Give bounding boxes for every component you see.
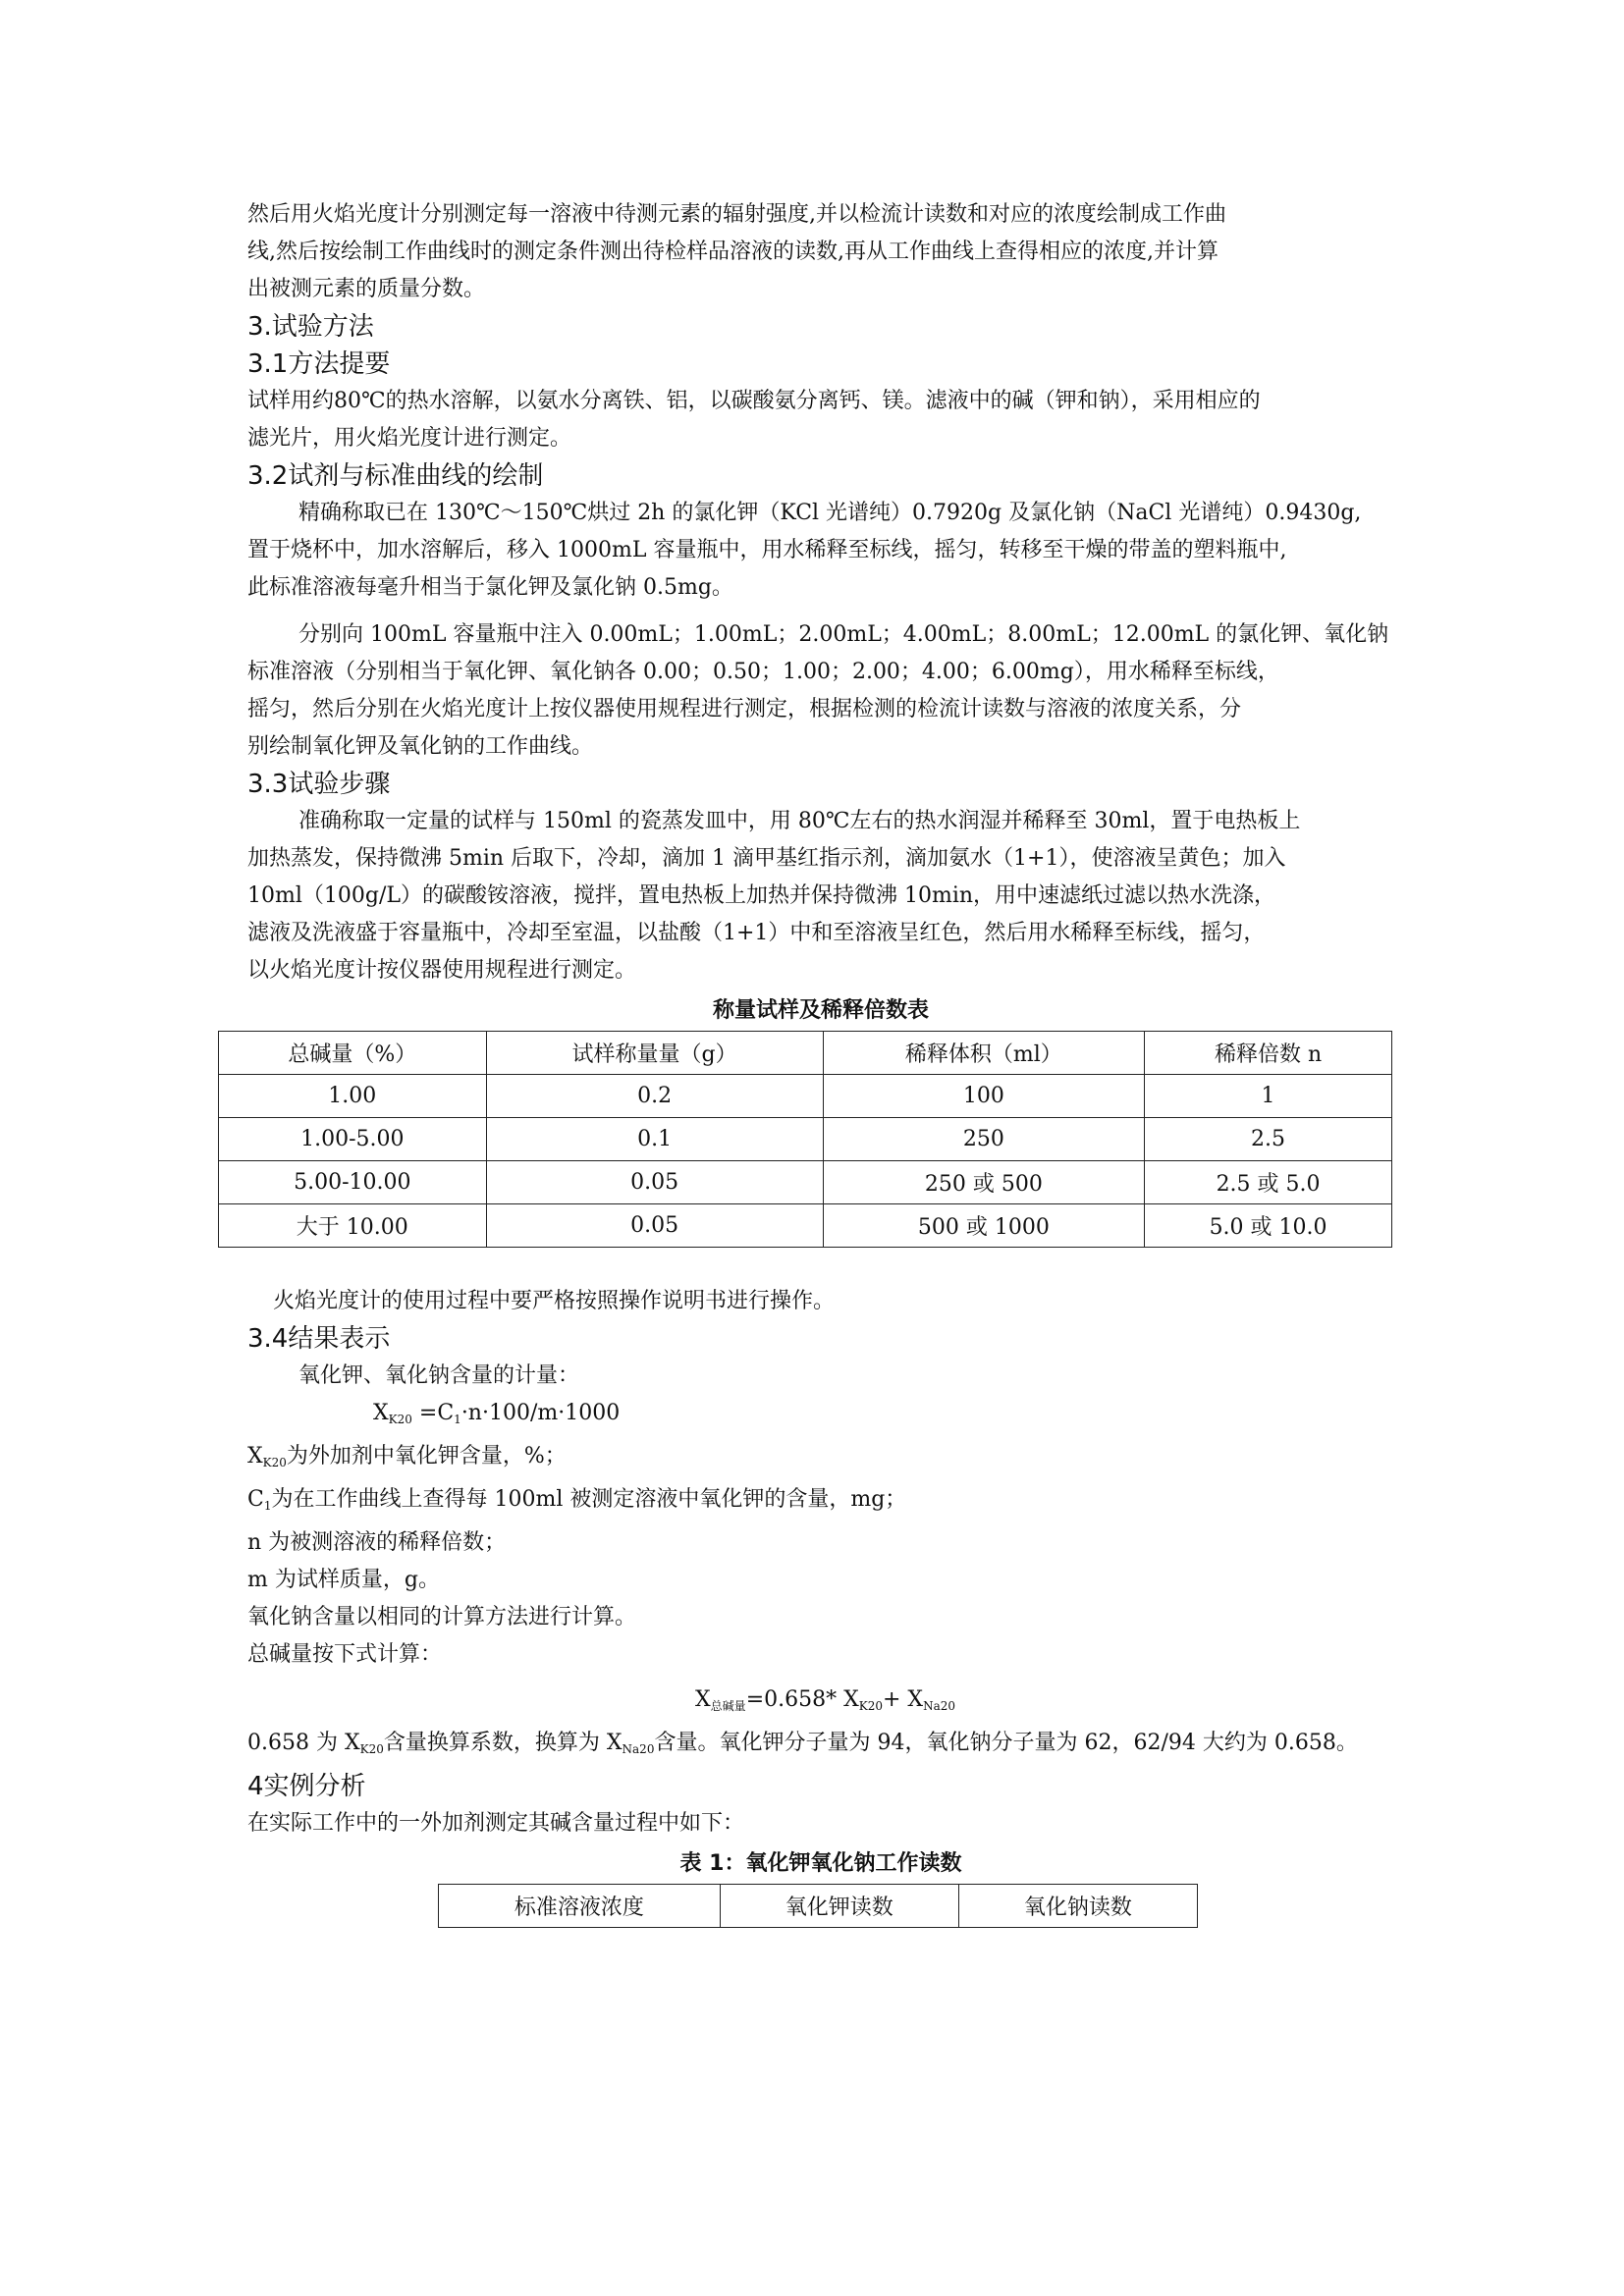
table-header-row <box>439 1885 1198 1928</box>
table-cell: 2.5 <box>1145 1118 1392 1161</box>
table-header-cell: 稀释倍数 n <box>1145 1032 1392 1075</box>
section-3-1-line-1: 试样用约80℃的热水溶解，以氨水分离铁、铝，以碳酸氨分离钙、镁。滤液中的碱（钾和钠），采用相应的 <box>247 389 1261 413</box>
table-header-cell: 氧化钠读数 <box>958 1885 1197 1928</box>
definition-c1: $C_1$为在工作曲线上查得每 100ml 被测定溶液中氧化钾的含量，mg； <box>247 1487 907 1513</box>
heading-3-3: 3.3试验步骤 <box>247 770 391 799</box>
definition-n: n 为被测溶液的稀释倍数； <box>247 1530 507 1555</box>
table-cell: 250 或 500 <box>823 1161 1145 1204</box>
table-cell: 1.00 <box>219 1075 487 1118</box>
heading-3-2: 3.2试剂与标准曲线的绘制 <box>247 461 544 491</box>
definition-x: $X_{K20}$为外加剂中氧化钾含量，%； <box>247 1444 567 1469</box>
section-3-2-a-line-2: 置于烧杯中，加水溶解后，移入 1000mL 容量瓶中，用水稀释至标线，摇匀，转移至干燥的带盖的塑料瓶中, <box>247 538 1287 562</box>
operation-note: 火焰光度计的使用过程中要严格按照操作说明书进行操作。 <box>273 1289 836 1313</box>
heading-3: 3.试验方法 <box>247 312 374 342</box>
table-header-cell: 标准溶液浓度 <box>439 1885 721 1928</box>
table-row <box>219 1075 1392 1118</box>
section-3-3-line-2: 加热蒸发，保持微沸 5min 后取下，冷却，滴加 1 滴甲基红指示剂，滴加氨水（1+1），使溶液呈黄色；加入 <box>247 846 1286 871</box>
heading-3-4: 3.4结果表示 <box>247 1324 391 1354</box>
section-3-2-b-line-2: 标准溶液（分别相当于氧化钾、氧化钠各 0.00；0.50；1.00；2.00；4.00；6.00mg），用水稀释至标线， <box>247 660 1279 684</box>
conversion-factor-line: 0.658 为 $X_{K20}$含量换算系数，换算为 $X_{Na20}$含量。氧化钾分子量为 94，氧化钠分子量为 62，62/94 大约为 0.658。 <box>247 1731 1358 1756</box>
section-3-1-line-2: 滤光片，用火焰光度计进行测定。 <box>247 426 572 451</box>
table-cell: 0.05 <box>486 1161 823 1204</box>
section-3-2-b-line-1: 分别向 100mL 容量瓶中注入 0.00mL；1.00mL；2.00mL；4.00mL；8.00mL；12.00mL 的氯化钾、氧化钠 <box>298 622 1389 647</box>
section-3-2-b-line-3: 摇匀，然后分别在火焰光度计上按仪器使用规程进行测定，根据检测的检流计读数与溶液的浓度关系，分 <box>247 697 1242 721</box>
section-3-3-line-5: 以火焰光度计按仪器使用规程进行测定。 <box>247 958 637 983</box>
formula-total-alkali: $X_{总碱量}=0.658*$ $X_{K20}+ X_{Na20}$ <box>695 1687 956 1713</box>
section-3-2-a-line-1: 精确称取已在 130℃～150℃烘过 2h 的氯化钾（KCl 光谱纯）0.7920g 及氯化钠（NaCl 光谱纯）0.9430g, <box>298 501 1362 525</box>
table-header-row <box>219 1032 1392 1075</box>
table-header-cell: 氧化钾读数 <box>720 1885 958 1928</box>
dilution-table <box>218 1031 1392 1248</box>
table-row <box>219 1118 1392 1161</box>
table-cell: 0.05 <box>486 1204 823 1248</box>
table-header-cell: 总碱量（%） <box>219 1032 487 1075</box>
readings-table <box>438 1884 1198 1928</box>
section-4-line: 在实际工作中的一外加剂测定其碱含量过程中如下： <box>247 1811 745 1836</box>
section-3-2-b-line-4: 别绘制氧化钾及氧化钠的工作曲线。 <box>247 734 594 759</box>
definition-na2o: 氧化钠含量以相同的计算方法进行计算。 <box>247 1605 637 1629</box>
section-3-2-a-line-3: 此标准溶液每毫升相当于氯化钾及氯化钠 0.5mg。 <box>247 575 733 600</box>
table-1-caption: 称量试样及稀释倍数表 <box>712 998 929 1023</box>
section-3-3-line-1: 准确称取一定量的试样与 150ml 的瓷蒸发皿中，用 80℃左右的热水润湿并稀释至 30ml，置于电热板上 <box>298 809 1301 833</box>
intro-line-1: 然后用火焰光度计分别测定每一溶液中待测元素的辐射强度,并以检流计读数和对应的浓度绘制成工作曲 <box>247 202 1226 227</box>
section-3-3-line-3: 10ml（100g/L）的碳酸铵溶液，搅拌，置电热板上加热并保持微沸 10min，用中速滤纸过滤以热水洗涤， <box>247 883 1276 908</box>
table-cell: 0.2 <box>486 1075 823 1118</box>
table-cell: 大于 10.00 <box>219 1204 487 1248</box>
table-header-cell: 试样称量量（g） <box>486 1032 823 1075</box>
total-alkali-intro: 总碱量按下式计算： <box>247 1642 443 1667</box>
table-cell: 1.00-5.00 <box>219 1118 487 1161</box>
table-cell: 5.00-10.00 <box>219 1161 487 1204</box>
intro-line-3: 出被测元素的质量分数。 <box>247 277 486 301</box>
table-cell: 500 或 1000 <box>823 1204 1145 1248</box>
table-cell: 100 <box>823 1075 1145 1118</box>
table-cell: 1 <box>1145 1075 1392 1118</box>
table-cell: 0.1 <box>486 1118 823 1161</box>
table-header-cell: 稀释体积（ml） <box>823 1032 1145 1075</box>
definition-m: m 为试样质量，g。 <box>247 1568 440 1592</box>
table-row <box>219 1204 1392 1248</box>
formula-k2o: $X_{K20} =C_1\cdot n\cdot 100/m\cdot 1000$ <box>373 1401 621 1426</box>
table-2-caption: 表 1：氧化钾氧化钠工作读数 <box>679 1851 962 1876</box>
intro-line-2: 线,然后按绘制工作曲线时的测定条件测出待检样品溶液的读数,再从工作曲线上查得相应的浓度,并计算 <box>247 240 1218 264</box>
table-cell: 2.5 或 5.0 <box>1145 1161 1392 1204</box>
heading-3-1: 3.1方法提要 <box>247 349 391 379</box>
heading-4: 4实例分析 <box>247 1772 366 1801</box>
table-cell: 5.0 或 10.0 <box>1145 1204 1392 1248</box>
table-cell: 250 <box>823 1118 1145 1161</box>
formula-intro: 氧化钾、氧化钠含量的计量： <box>298 1363 580 1388</box>
table-row <box>219 1161 1392 1204</box>
document-page <box>247 196 1394 1928</box>
section-3-3-line-4: 滤液及洗液盛于容量瓶中，冷却至室温，以盐酸（1+1）中和至溶液呈红色，然后用水稀释至标线，摇匀， <box>247 921 1266 945</box>
